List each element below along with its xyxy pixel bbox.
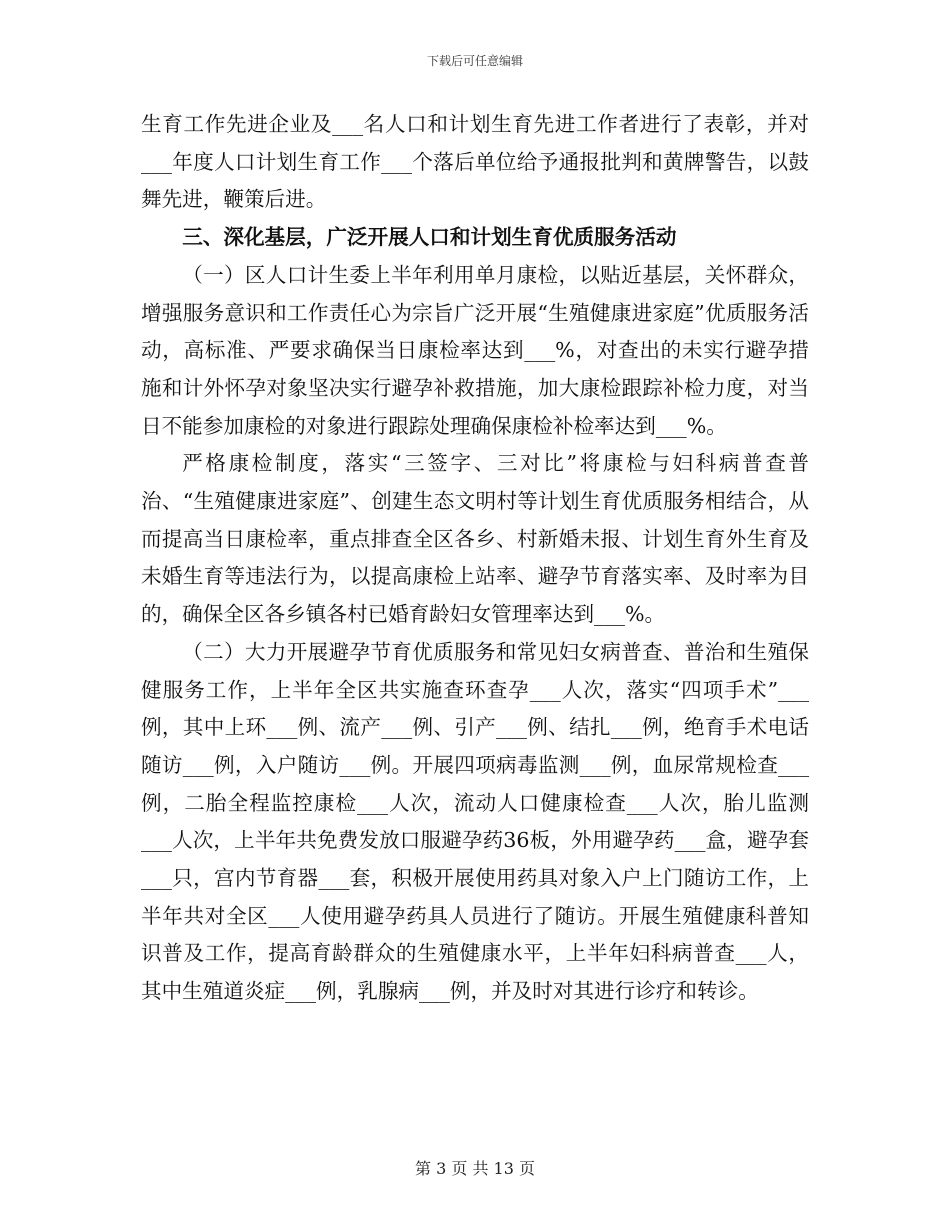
page-header: 下载后可任意编辑 <box>426 54 523 68</box>
paragraph-subsection-2: （二）大力开展避孕节育优质服务和常见妇女病普查、普治和生殖保健服务工作，上半年全区共实施查环查孕___人次，落实“四项手术”___例，其中上环___例、流产___例、引产___例、结扎___例，绝育手术电话随访___例，入户随访___例。开展四项病毒监测___例，血尿常规检查___例，二胎全程监控康检___人次，流动人口健康检查___人次，胎儿监测___人次，上半年共免费发放口服避孕药36板，外用避孕药___盒，避孕套___只，宫内节育器___套，积极开展使用药具对象入户上门随访工作，上半年共对全区___人使用避孕药具人员进行了随访。开展生殖健康科普知识普及工作，提高育龄群众的生殖健康水平，上半年妇科病普查___人，其中生殖道炎症___例，乳腺病___例，并及时对其进行诊疗和转诊。 <box>141 639 809 1004</box>
page-footer: 第 3 页 共 13 页 <box>415 1159 535 1178</box>
paragraph-checkup-system: 严格康检制度，落实“三签字、三对比”将康检与妇科病普查普治、“生殖健康进家庭”、创建生态文明村等计划生育优质服务相结合，从而提高当日康检率，重点排查全区各乡、村新婚未报、计划生育外生育及未婚生育等违法行为，以提高康检上站率、避孕节育落实率、及时率为目的，确保全区各乡镇各村已婚育龄妇女管理率达到___%。 <box>141 451 809 627</box>
document-body <box>141 106 809 1011</box>
paragraph-subsection-1: （一）区人口计生委上半年利用单月康检，以贴近基层，关怀群众，增强服务意识和工作责任心为宗旨广泛开展“生殖健康进家庭”优质服务活动，高标准、严要求确保当日康检率达到___%，对查出的未实行避孕措施和计外怀孕对象坚决实行避孕补救措施，加大康检跟踪补检力度，对当日不能参加康检的对象进行跟踪处理确保康检补检率达到___%。 <box>141 262 809 438</box>
paragraph-continuation: 生育工作先进企业及___名人口和计划生育先进工作者进行了表彰，并对___年度人口计划生育工作___个落后单位给予通报批判和黄牌警告，以鼓舞先进，鞭策后进。 <box>141 112 809 212</box>
section-heading: 三、深化基层，广泛开展人口和计划生育优质服务活动 <box>182 225 677 250</box>
